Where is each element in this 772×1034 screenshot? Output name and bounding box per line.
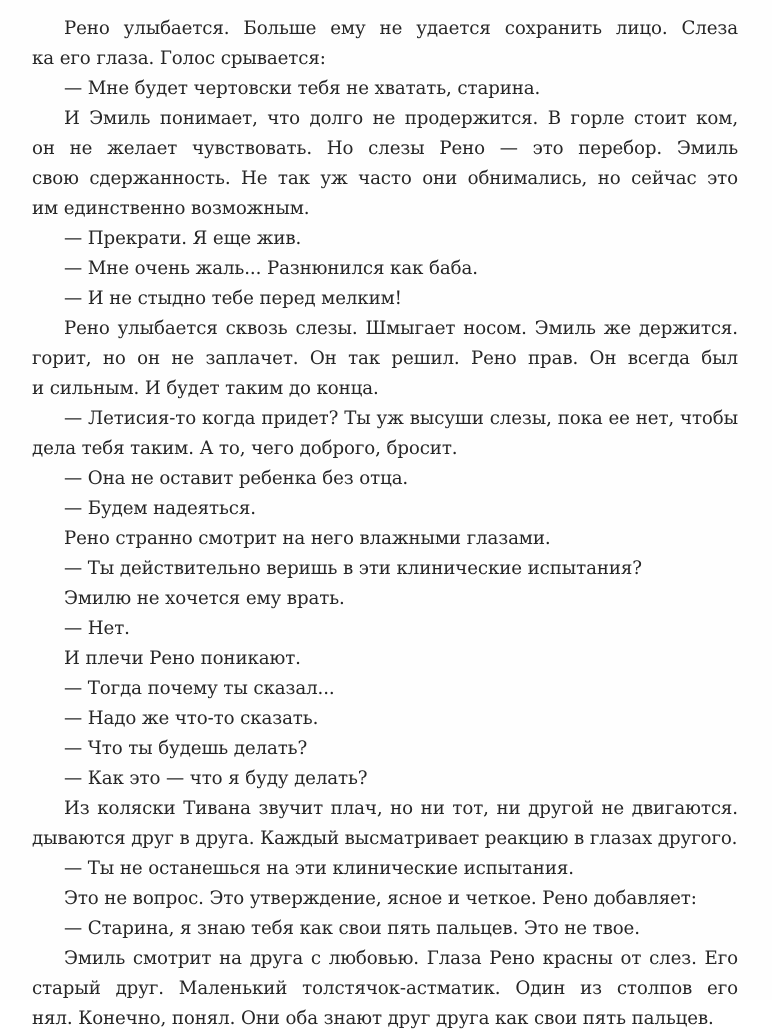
text-line: — Летисия-то когда придет? Ты уж высуши слезы, пока ее нет, чтобы	[64, 408, 738, 429]
text-line: И Эмиль понимает, что долго не продержится. В горле стоит ком,	[64, 108, 738, 129]
text-line: Эмилю не хочется ему врать.	[64, 588, 345, 609]
text-line: — Ты действительно веришь в эти клинические испытания?	[64, 558, 642, 579]
text-line: нял. Конечно, понял. Они оба знают друг друга как свои пять пальцев.	[32, 1008, 714, 1029]
text-line: — Будем надеяться.	[64, 498, 256, 519]
text-line: дела тебя таким. А то, чего доброго, бросит.	[32, 438, 458, 459]
text-line: — Ты не останешься на эти клинические испытания.	[64, 858, 574, 879]
text-line: — Тогда почему ты сказал...	[64, 678, 335, 699]
text-line: — Надо же что-то сказать.	[64, 708, 319, 729]
text-line: Из коляски Тивана звучит плач, но ни тот, ни другой не двигаются.	[64, 798, 738, 819]
text-line: — И не стыдно тебе перед мелким!	[64, 288, 402, 309]
text-line: Это не вопрос. Это утверждение, ясное и четкое. Рено добавляет:	[64, 888, 697, 909]
text-line: — Мне очень жаль... Разнюнился как баба.	[64, 258, 478, 279]
text-line: и сильным. И будет таким до конца.	[32, 378, 379, 399]
text-line: Рено улыбается. Больше ему не удается сохранить лицо. Слеза	[64, 18, 738, 39]
text-line: — Старина, я знаю тебя как свои пять пальцев. Это не твое.	[64, 918, 640, 939]
text-line: — Мне будет чертовски тебя не хватать, старина.	[64, 78, 541, 99]
text-line: Рено странно смотрит на него влажными глазами.	[64, 528, 551, 549]
text-line: ка его глаза. Голос срывается:	[32, 48, 326, 69]
text-line: горит, но он не заплачет. Он так решил. Рено прав. Он всегда был	[32, 348, 738, 369]
text-line: Рено улыбается сквозь слезы. Шмыгает носом. Эмиль же держится.	[64, 318, 738, 339]
text-line: И плечи Рено поникают.	[64, 648, 301, 669]
text-line: свою сдержанность. Не так уж часто они обнимались, но сейчас это	[32, 168, 738, 189]
text-line: — Прекрати. Я еще жив.	[64, 228, 302, 249]
text-line: дываются друг в друга. Каждый высматривает реакцию в глазах другого.	[32, 828, 738, 849]
text-line: Эмиль смотрит на друга с любовью. Глаза Рено красны от слез. Его	[64, 948, 738, 969]
text-line: — Нет.	[64, 618, 130, 639]
text-line: старый друг. Маленький толстячок-астматик. Один из столпов его	[32, 978, 738, 999]
text-line: — Она не оставит ребенка без отца.	[64, 468, 409, 489]
text-line: он не желает чувствовать. Но слезы Рено — это перебор. Эмиль	[32, 138, 738, 159]
text-line: — Что ты будешь делать?	[64, 738, 308, 759]
text-line: — Как это — что я буду делать?	[64, 768, 368, 789]
body-text	[32, 14, 738, 1034]
text-line: им единственно возможным.	[32, 198, 310, 219]
